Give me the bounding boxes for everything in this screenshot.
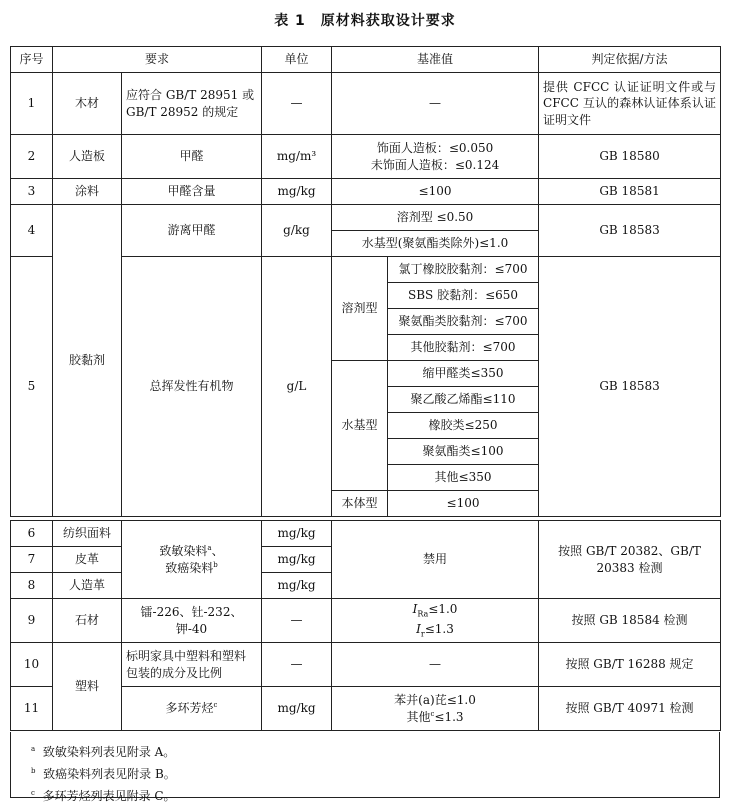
method-cell: 按照 GB 18584 检测: [539, 599, 721, 643]
baseline-cell: ≤100: [388, 491, 539, 517]
header-baseline: 基准值: [332, 47, 539, 73]
baseline-cell: 氯丁橡胶胶黏剂：≤700: [388, 257, 539, 283]
baseline-cell: 水基型(聚氨酯类除外)≤1.0: [332, 231, 539, 257]
requirement-cell: 甲醛含量: [122, 179, 262, 205]
unit-cell: mg/kg: [262, 573, 332, 599]
material-cell-adhesive: 胶黏剂: [53, 205, 122, 517]
subtype-label: 水基型: [332, 361, 388, 491]
unit-cell: mg/m³: [262, 135, 332, 179]
method-cell: GB 18581: [539, 179, 721, 205]
table-row: [11, 179, 721, 205]
footnote-mark: a: [207, 544, 212, 553]
seq-cell: 1: [11, 73, 53, 135]
requirement-cell-dyes: [122, 521, 262, 599]
requirement-cell: 游离甲醛: [122, 205, 262, 257]
requirement-cell: 甲醛: [122, 135, 262, 179]
seq-cell: 3: [11, 179, 53, 205]
seq-cell: 9: [11, 599, 53, 643]
baseline-cell: 苯并(a)芘≤1.0 其他$^c$≤1.3: [332, 687, 539, 731]
method-cell: 按照 GB/T 20382、GB/T 20383 检测: [539, 521, 721, 599]
baseline-cell: SBS 胶黏剂：≤650: [388, 283, 539, 309]
table-title: 表 1 原材料获取设计要求: [274, 13, 456, 29]
footnote: $^c$ 多环芳烃列表见附录 C。: [31, 789, 176, 803]
method-cell: 按照 GB/T 16288 规定: [539, 643, 721, 687]
method-cell: GB 18583: [539, 205, 721, 257]
footnote: $^b$ 致癌染料列表见附录 B。: [31, 767, 176, 781]
seq-cell: 8: [11, 573, 53, 599]
requirement-cell: 总挥发性有机物: [122, 257, 262, 517]
seq-cell: 11: [11, 687, 53, 731]
baseline-cell: 溶剂型 ≤0.50: [332, 205, 539, 231]
unit-cell: mg/kg: [262, 179, 332, 205]
table-row: [11, 135, 721, 179]
method-cell: 按照 GB/T 40971 检测: [539, 687, 721, 731]
unit-cell: —: [262, 599, 332, 643]
baseline-line: 饰面人造板：≤0.050: [376, 141, 494, 156]
baseline-cell: 其他胶黏剂：≤700: [388, 335, 539, 361]
method-cell: GB 18580: [539, 135, 721, 179]
seq-cell: 4: [11, 205, 53, 257]
table-row: [11, 521, 721, 547]
header-row: [11, 47, 721, 73]
table-row: [11, 643, 721, 687]
unit-cell: —: [262, 643, 332, 687]
unit-cell: mg/kg: [262, 687, 332, 731]
footnote-mark: c: [213, 701, 218, 710]
baseline-cell: [332, 135, 539, 179]
material-cell-plastic: 塑料: [53, 643, 122, 731]
method-cell: GB 18583: [539, 257, 721, 517]
unit-cell: mg/kg: [262, 547, 332, 573]
material-cell: 石材: [53, 599, 122, 643]
baseline-cell: ≤100: [332, 179, 539, 205]
baseline-cell: 禁用: [332, 521, 539, 599]
seq-cell: 5: [11, 257, 53, 517]
dye-sep: 、: [211, 544, 224, 559]
seq-cell: 2: [11, 135, 53, 179]
table-row: [11, 599, 721, 643]
header-unit: 单位: [262, 47, 332, 73]
baseline-cell: 聚乙酸乙烯酯≤110: [388, 387, 539, 413]
header-requirement: 要求: [53, 47, 262, 73]
seq-cell: 7: [11, 547, 53, 573]
material-cell: 涂料: [53, 179, 122, 205]
baseline-cell: 聚氨酯类≤100: [388, 439, 539, 465]
dye-text: 致敏染料: [159, 544, 208, 559]
material-cell: 皮革: [53, 547, 122, 573]
unit-cell: mg/kg: [262, 521, 332, 547]
baseline-cell: 缩甲醛类≤350: [388, 361, 539, 387]
baseline-cell: 橡胶类≤250: [388, 413, 539, 439]
baseline-cell: 聚氨酯类胶黏剂：≤700: [388, 309, 539, 335]
baseline-cell: 其他≤350: [388, 465, 539, 491]
material-cell: 人造板: [53, 135, 122, 179]
table-row: [11, 205, 721, 231]
dye-text: 致癌染料: [165, 560, 214, 575]
requirement-cell: 镭-226、钍-232、钾-40: [122, 599, 262, 643]
baseline-cell: —: [332, 73, 539, 135]
requirements-table: [10, 46, 721, 517]
baseline-cell: —: [332, 643, 539, 687]
subtype-label: 本体型: [332, 491, 388, 517]
baseline-line: 未饰面人造板：≤0.124: [370, 157, 500, 172]
subtype-label: 溶剂型: [332, 257, 388, 361]
footnote: $^a$ 致敏染料列表见附录 A。: [31, 745, 176, 759]
table-row: [11, 73, 721, 135]
seq-cell: 6: [11, 521, 53, 547]
material-cell: 纺织面料: [53, 521, 122, 547]
requirement-cell: 标明家具中塑料和塑料包装的成分及比例: [122, 643, 262, 687]
header-seq: 序号: [11, 47, 53, 73]
material-cell: 人造革: [53, 573, 122, 599]
footnote-mark: c: [430, 709, 435, 718]
unit-cell: g/L: [262, 257, 332, 517]
header-method: 判定依据/方法: [539, 47, 721, 73]
method-cell: 提供 CFCC 认证证明文件或与 CFCC 互认的森林认证体系认证证明文件: [539, 73, 721, 135]
requirement-cell: 多环芳烃$^c$: [122, 687, 262, 731]
requirement-cell: 应符合 GB/T 28951 或 GB/T 28952 的规定: [122, 73, 262, 135]
requirements-table-lower: [10, 520, 721, 731]
unit-cell: —: [262, 73, 332, 135]
material-cell: 木材: [53, 73, 122, 135]
seq-cell: 10: [11, 643, 53, 687]
baseline-cell: $I_{Ra}\le 1.0$ $I_r\le 1.3$: [332, 599, 539, 643]
unit-cell: g/kg: [262, 205, 332, 257]
footnote-mark: b: [213, 560, 218, 569]
footnotes: [10, 732, 720, 803]
